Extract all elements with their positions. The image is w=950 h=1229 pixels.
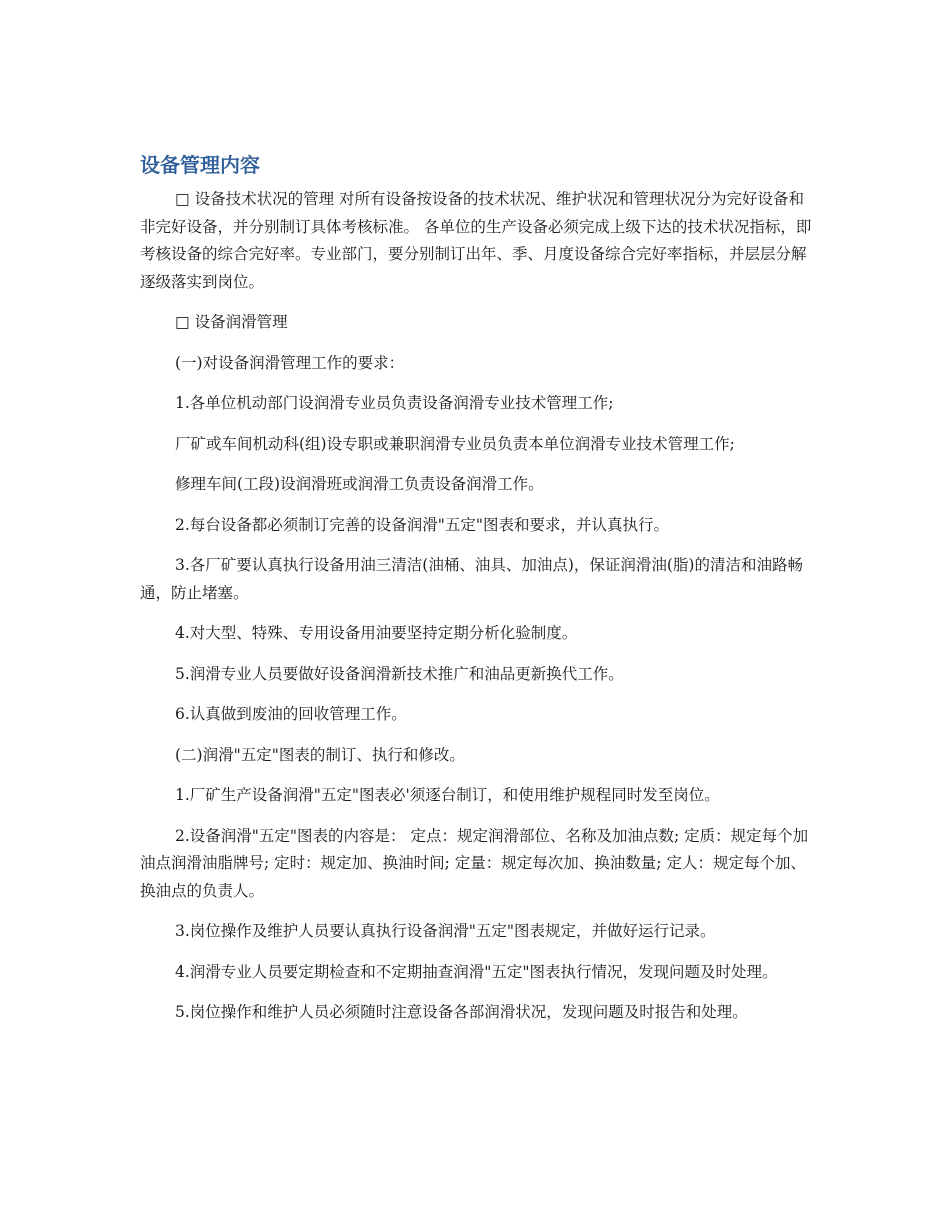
paragraph-chart-item-1: 1.厂矿生产设备润滑"五定"图表必'须逐台制订，和使用维护规程同时发至岗位。 bbox=[175, 786, 720, 804]
paragraph-lubrication-heading: □ 设备润滑管理 bbox=[175, 313, 288, 331]
paragraph-chart-item-2: 2.设备润滑"五定"图表的内容是： 定点：规定润滑部位、名称及加油点数; 定质：规定每个加油点润滑油脂牌号; 定时：规定加、换油时间; 定量：规定每次加、换油数量; 定人：规定每个加、换油点的负责人。 bbox=[140, 826, 809, 900]
paragraph-item-1: 1.各单位机动部门设润滑专业员负责设备润滑专业技术管理工作; bbox=[175, 394, 614, 412]
paragraph-item-1-workshop: 修理车间(工段)设润滑班或润滑工负责设备润滑工作。 bbox=[175, 475, 544, 493]
paragraph-section-1-heading: (一)对设备润滑管理工作的要求： bbox=[175, 353, 405, 372]
paragraph-chart-item-4: 4.润滑专业人员要定期检查和不定期抽查润滑"五定"图表执行情况，发现问题及时处理。 bbox=[175, 962, 778, 981]
paragraph-item-2: 2.每台设备都必须制订完善的设备润滑"五定"图表和要求，并认真执行。 bbox=[175, 515, 670, 534]
paragraph-item-6: 6.认真做到废油的回收管理工作。 bbox=[175, 705, 407, 723]
paragraph-chart-item-5: 5.岗位操作和维护人员必须随时注意设备各部润滑状况，发现问题及时报告和处理。 bbox=[175, 1003, 748, 1021]
paragraph-item-5: 5.润滑专业人员要做好设备润滑新技术推广和油品更新换代工作。 bbox=[175, 664, 624, 683]
paragraph-equipment-technical-status: □ 设备技术状况的管理 对所有设备按设备的技术状况、维护状况和管理状况分为完好设备和非完好设备，并分别制订具体考核标准。 各单位的生产设备必须完成上级下达的技术状况指标，即考核设备的综合完好率。专业部门，要分别制订出年、季、月度设备综合完好率指标，并层层分解逐级落实到岗位。 bbox=[140, 190, 812, 291]
document-title: 设备管理内容 bbox=[140, 153, 260, 177]
document-page bbox=[140, 150, 812, 1040]
paragraph-chart-item-3: 3.岗位操作及维护人员要认真执行设备润滑"五定"图表规定，并做好运行记录。 bbox=[175, 922, 716, 940]
paragraph-item-1-factory: 厂矿或车间机动科(组)设专职或兼职润滑专业员负责本单位润滑专业技术管理工作; bbox=[175, 434, 735, 453]
paragraph-section-2-heading: (二)润滑"五定"图表的制订、执行和修改。 bbox=[175, 745, 465, 764]
paragraph-item-3: 3.各厂矿要认真执行设备用油三清洁(油桶、油具、加油点)，保证润滑油(脂)的清洁和油路畅通，防止堵塞。 bbox=[140, 556, 803, 602]
paragraph-item-4: 4.对大型、特殊、专用设备用油要坚持定期分析化验制度。 bbox=[175, 624, 578, 642]
